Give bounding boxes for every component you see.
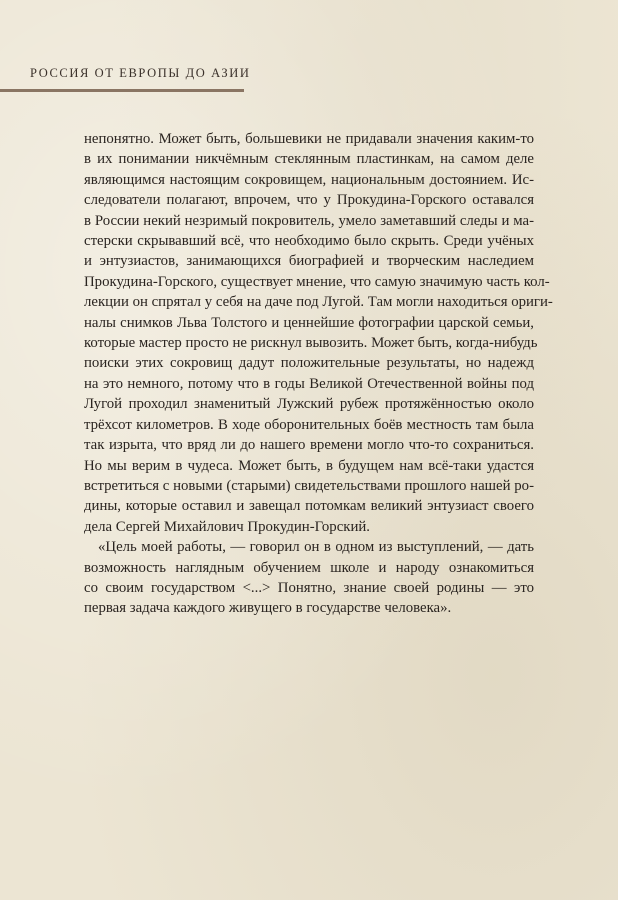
text-line: дины, которые оставил и завещал потомкам великий энтузиаст своего — [84, 498, 534, 515]
text-line: на это немного, потому что в годы Великой Отечественной войны под — [84, 375, 534, 392]
text-line: которые мастер просто не рискнул вывозить. Может быть, когда-нибудь — [84, 335, 538, 352]
text-line: со своим государством <...> Понятно, знание своей родины — это — [84, 579, 534, 596]
text-line: следователи полагают, впрочем, что у Прокудина-Горского оставался — [84, 192, 534, 209]
text-line: трёхсот километров. В ходе оборонительных боёв местность там была — [84, 416, 534, 433]
text-line: лекции он спрятал у себя на даче под Лугой. Там могли находиться ориги- — [84, 294, 553, 311]
paragraph-1 — [84, 129, 553, 537]
text-line: Лугой проходил знаменитый Лужский рубеж протяжённостью около — [84, 396, 534, 413]
text-line: поиски этих сокровищ дадут положительные результаты, но надежд — [84, 355, 534, 372]
paragraph-2 — [84, 537, 534, 619]
running-head-rule — [0, 89, 244, 92]
text-line: непонятно. Может быть, большевики не придавали значения каким-то — [84, 131, 534, 147]
text-line: в России некий незримый покровитель, умело заметавший следы и ма- — [84, 212, 534, 229]
text-line: в их понимании никчёмным стеклянным пластинкам, на самом деле — [84, 151, 534, 168]
text-line: Но мы верим в чудеса. Может быть, в будущем нам всё-таки удастся — [84, 457, 534, 474]
body-text — [84, 129, 553, 619]
text-line: так изрыта, что вряд ли до нашего времени могло что-то сохраниться. — [84, 437, 534, 454]
text-line: стерски скрывавший всё, что необходимо было скрыть. Среди учёных — [84, 233, 534, 250]
text-line: являющимся настоящим сокровищем, национальным достоянием. Ис- — [84, 171, 534, 188]
text-line: дела Сергей Михайлович Прокудин-Горский. — [84, 518, 370, 535]
text-line: встретиться с новыми (старыми) свидетельствами прошлого нашей ро- — [84, 477, 534, 494]
text-line: Прокудина-Горского, существует мнение, что самую значимую часть кол- — [84, 273, 550, 290]
running-head: РОССИЯ ОТ ЕВРОПЫ ДО АЗИИ — [30, 66, 251, 80]
text-line: налы снимков Льва Толстого и ценнейшие фотографии царской семьи, — [84, 314, 534, 331]
text-line: первая задача каждого живущего в государстве человека». — [84, 600, 452, 617]
text-line: «Цель моей работы, — говорил он в одном из выступлений, — дать — [98, 539, 534, 556]
text-line: и энтузиастов, занимающихся биографией и творческим наследием — [84, 253, 534, 270]
text-line: возможность наглядным обучением школе и народу ознакомиться — [84, 559, 534, 576]
